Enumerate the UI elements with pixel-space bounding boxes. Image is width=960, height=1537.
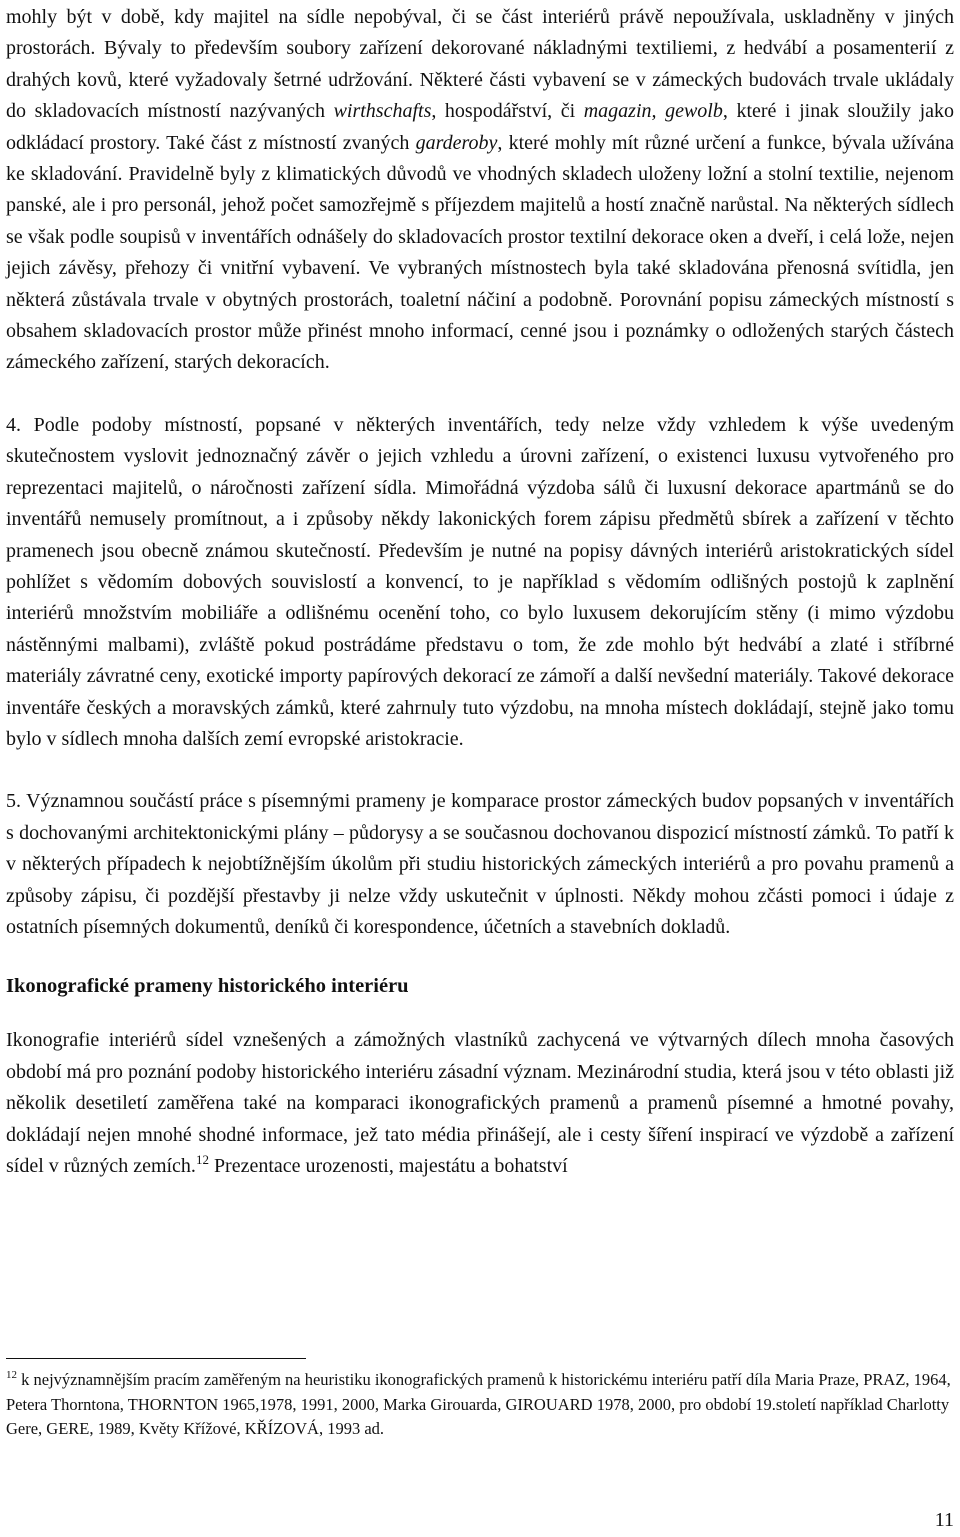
footnote-separator [6,1358,306,1359]
paragraph-storage-rooms [6,2,954,379]
paragraph-point-4: 4. Podle podoby místností, popsané v některých inventářích, tedy nelze vždy vzhledem k výše uvedeným skutečnostem vyslovit jednoznačný závěr o jejich vzhledu a úrovni zařízení, o existenci luxusu vytvořeného pro reprezentaci majitelů, o náročnosti zařízení sídla. Mimořádná výzdoba sálů či luxusní dekorace apartmánů se do inventářů nemusely promítnout, a i způsoby někdy lakonických forem zápisu předmětů sbírek a zařízení v těchto pramenech jsou obecně známou skutečností. Především je nutné na popisy dávných interiérů aristokratických sídel pohlížet s vědomím dobových souvislostí a konvencí, to je například s vědomím odlišných postojů k zaplnění interiérů množstvím mobiliáře a odlišnému ocenění toho, co bylo luxusem dekorujícím stěny (i mimo výzdobu nástěnnými malbami), zvláště pokud postrádáme představu o tom, že zde mohlo být hedvábí a zlaté i stříbrné materiály závratné ceny, exotické importy papírových dekorací ze zámoří a další nevšední materiály. Takové dekorace inventáře českých a moravských zámků, které zahrnuly tuto výzdobu, na mnoha místech dokládají, stejně jako tomu bylo v sídlech mnoha dalších zemí evropské aristokracie. [6,413,954,750]
footnote-number: 12 [6,1369,17,1381]
footnote-reference[interactable]: 12 [195,1152,209,1167]
text-segment: , které i jinak sloužily jako odkládací prostory. Také část z místností zvaných [6,100,955,154]
page-number: 11 [934,1509,954,1531]
page-body [6,2,954,1182]
paragraph-iconography [6,1025,954,1182]
paragraph-point-5: 5. Významnou součástí práce s písemnými prameny je komparace prostor zámeckých budov popsaných v inventářích s dochovanými architektonickými plány – půdorysy a se současnou dochovanou dispozicí místností zámků. To patří k v některých případech k nejobtížnějším úkolům při studiu historických zámeckých interiérů a pro povahu pramenů a způsoby zápisu, či pozdější přestavby ji nelze vždy uskutečnit v úplnosti. Někdy mohou zčásti pomoci i údaje z ostatních písemných dokumentů, deníků či korespondence, účetních a stavebních dokladů. [6,790,954,938]
paragraph-iconography-text: Ikonografie interiérů sídel vznešených a zámožných vlastníků zachycená ve výtvarných dílech mnoha časových období má pro poznání podoby historického interiéru zásadní význam. Mezinárodní studia, která jsou v této oblasti již několik desetiletí zaměřena také na komparaci ikonografických pramenů a pramenů písemné a hmotné povahy, dokládají nejen mnohé shodné informace, jež tato média přinášejí, ale i cesty šíření inspirací ve výzdobě a zařízení sídel v různých zemích. [6,1029,954,1177]
paragraph-iconography-continuation: Prezentace urozenosti, majestátu a bohatství [208,1155,568,1177]
footnote [6,1368,954,1442]
section-heading: Ikonografické prameny historického interiéru [6,975,409,998]
text-segment: , hospodářství, či [431,100,584,123]
italic-term: wirthschafts [333,100,432,123]
footnote-text: k nejvýznamnějším pracím zaměřeným na heuristiku ikonografických pramenů k historickému interiéru patří díla Maria Praze, PRAZ, 1964, Petera Thorntona, THORNTON 1965,1978, 1991, 2000, Marka Girouarda, GIROUARD 1978, 2000, pro období 19.století například Charlotty Gere, GERE, 1989, Květy Křížové, KŘÍZOVÁ, 1993 ad. [6,1370,951,1438]
italic-term: garderoby [415,131,498,154]
italic-term: magazin, gewolb [583,100,723,123]
text-segment: , které mohly mít různé určení a funkce, bývala užívána ke skladování. Pravidelně byly z klimatických důvodů ve vhodných skladech uloženy ložní a stolní textilie, nejenom panské, ale i pro personál, jehož počet samozřejmě s příjezdem majitelů a hostí značně narůstal. Na některých sídlech se však podle soupisů v inventářích odnášely do skladovacích prostor textilní dekorace oken a dveří, i celá lože, nejen jejich závěsy, přehozy či vnitřní vybavení. Ve vybraných místnostech byla také skladována přenosná svítidla, jen některá zůstávala trvale v obytných prostorách, toaletní náčiní a podobně. Porovnání popisu zámeckých místností s obsahem skladovacích prostor může přinést mnoho informací, cenné jsou i poznámky o odložených starých částech zámeckého zařízení, starých dekoracích. [6,131,954,374]
text-segment: mohly být v době, kdy majitel na sídle nepobýval, či se část interiérů právě nepoužívala, uskladněny v jiných prostorách. Bývaly to především soubory zařízení dekorované nákladnými textiliemi, z hedvábí a posamenterií z drahých kovů, které vyžadovaly šetrné udržování. Některé části vybavení se v zámeckých budovách trvale ukládaly do skladovacích místností nazývaných [6,6,954,123]
